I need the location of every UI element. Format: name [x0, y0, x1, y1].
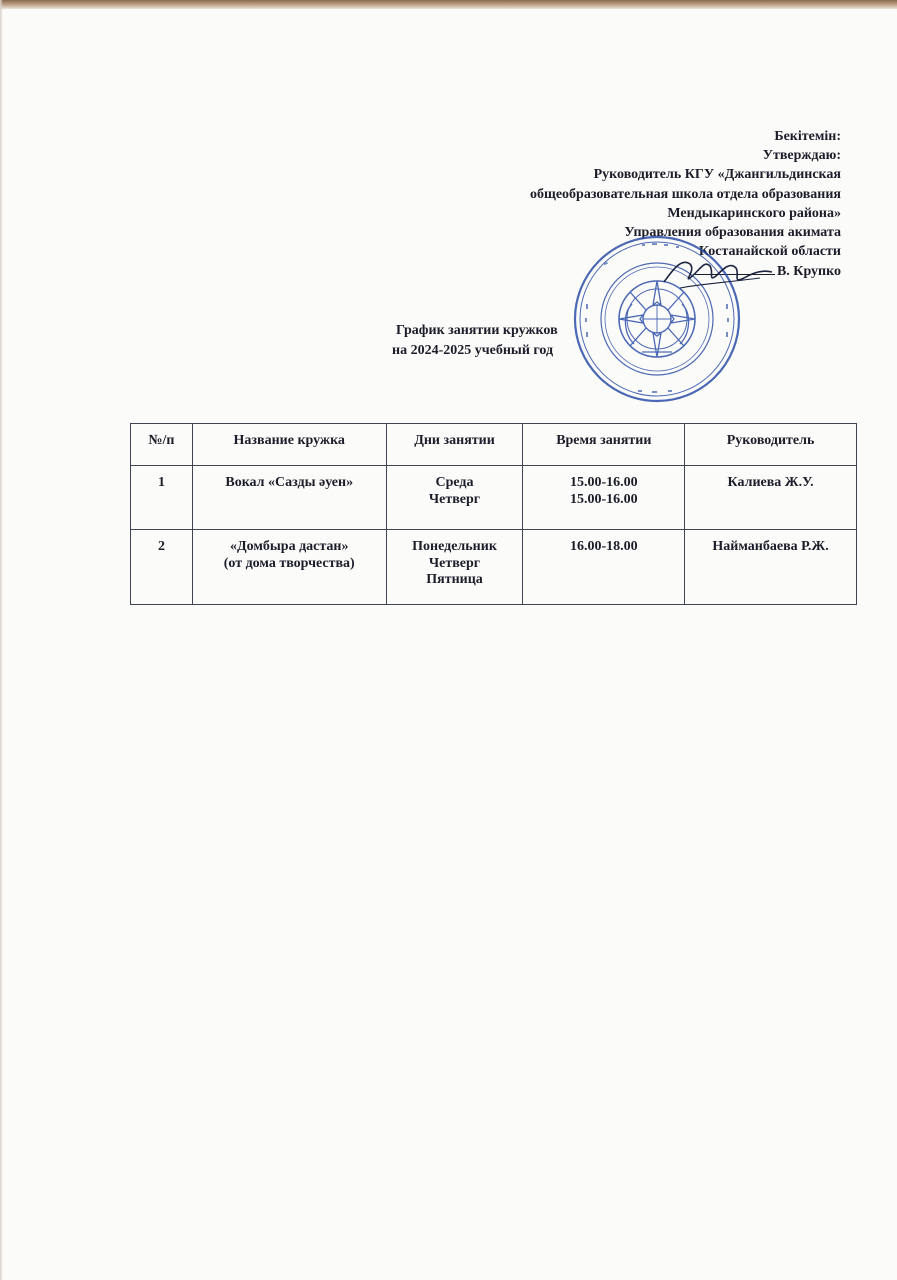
table-row [131, 466, 857, 530]
club-days [386, 466, 523, 530]
approval-line-kk: Бекітемін: [774, 129, 841, 144]
day-item: Среда [435, 475, 474, 490]
schedule-title-line1: График занятии кружков [396, 323, 558, 338]
schedule-title [386, 321, 558, 360]
header-number: №/п [131, 424, 193, 466]
table-row [131, 530, 857, 605]
header-leader: Руководитель [685, 424, 857, 466]
club-name-note: (от дома творчества) [223, 555, 355, 571]
time-item: 16.00-18.00 [569, 539, 638, 554]
day-item: Четверг [428, 555, 481, 571]
paper-left-edge [0, 0, 3, 1280]
paper-top-edge [0, 0, 897, 9]
schedule-title-line2: на 2024-2025 учебный год [392, 342, 554, 358]
header-days: Дни занятии [386, 424, 523, 466]
club-days [386, 530, 523, 605]
signatory-name: В. Крупко [776, 264, 841, 280]
approval-school: общеобразовательная школа отдела образования [530, 186, 841, 202]
table-header-row [131, 424, 857, 466]
day-item: Четверг [428, 491, 481, 507]
header-time: Время занятии [523, 424, 685, 466]
club-name-line: Вокал «Сазды әуен» [225, 475, 354, 490]
club-times [523, 530, 685, 605]
club-name [192, 466, 386, 530]
header-club-name: Название кружка [192, 424, 386, 466]
time-item: 15.00-16.00 [569, 491, 638, 507]
clubs-schedule-table [130, 423, 857, 605]
approval-region: Костанайской области [698, 244, 841, 260]
club-name [192, 530, 386, 605]
club-name-line: «Домбыра дастан» [229, 539, 349, 554]
row-number: 1 [131, 466, 193, 530]
day-item: Понедельник [412, 539, 497, 554]
club-times [523, 466, 685, 530]
handwritten-signature [660, 248, 775, 300]
day-item: Пятница [426, 572, 483, 587]
club-leader: Калиева Ж.У. [685, 466, 857, 530]
time-item: 15.00-16.00 [569, 475, 638, 490]
approval-district: Мендыкаринского района» [667, 205, 841, 221]
club-leader: Найманбаева Р.Ж. [685, 530, 857, 605]
approval-line-ru: Утверждаю: [762, 148, 841, 164]
approval-department: Управления образования акимата [624, 225, 841, 241]
approval-position: Руководитель КГУ «Джангильдинская [593, 167, 841, 183]
row-number: 2 [131, 530, 193, 605]
